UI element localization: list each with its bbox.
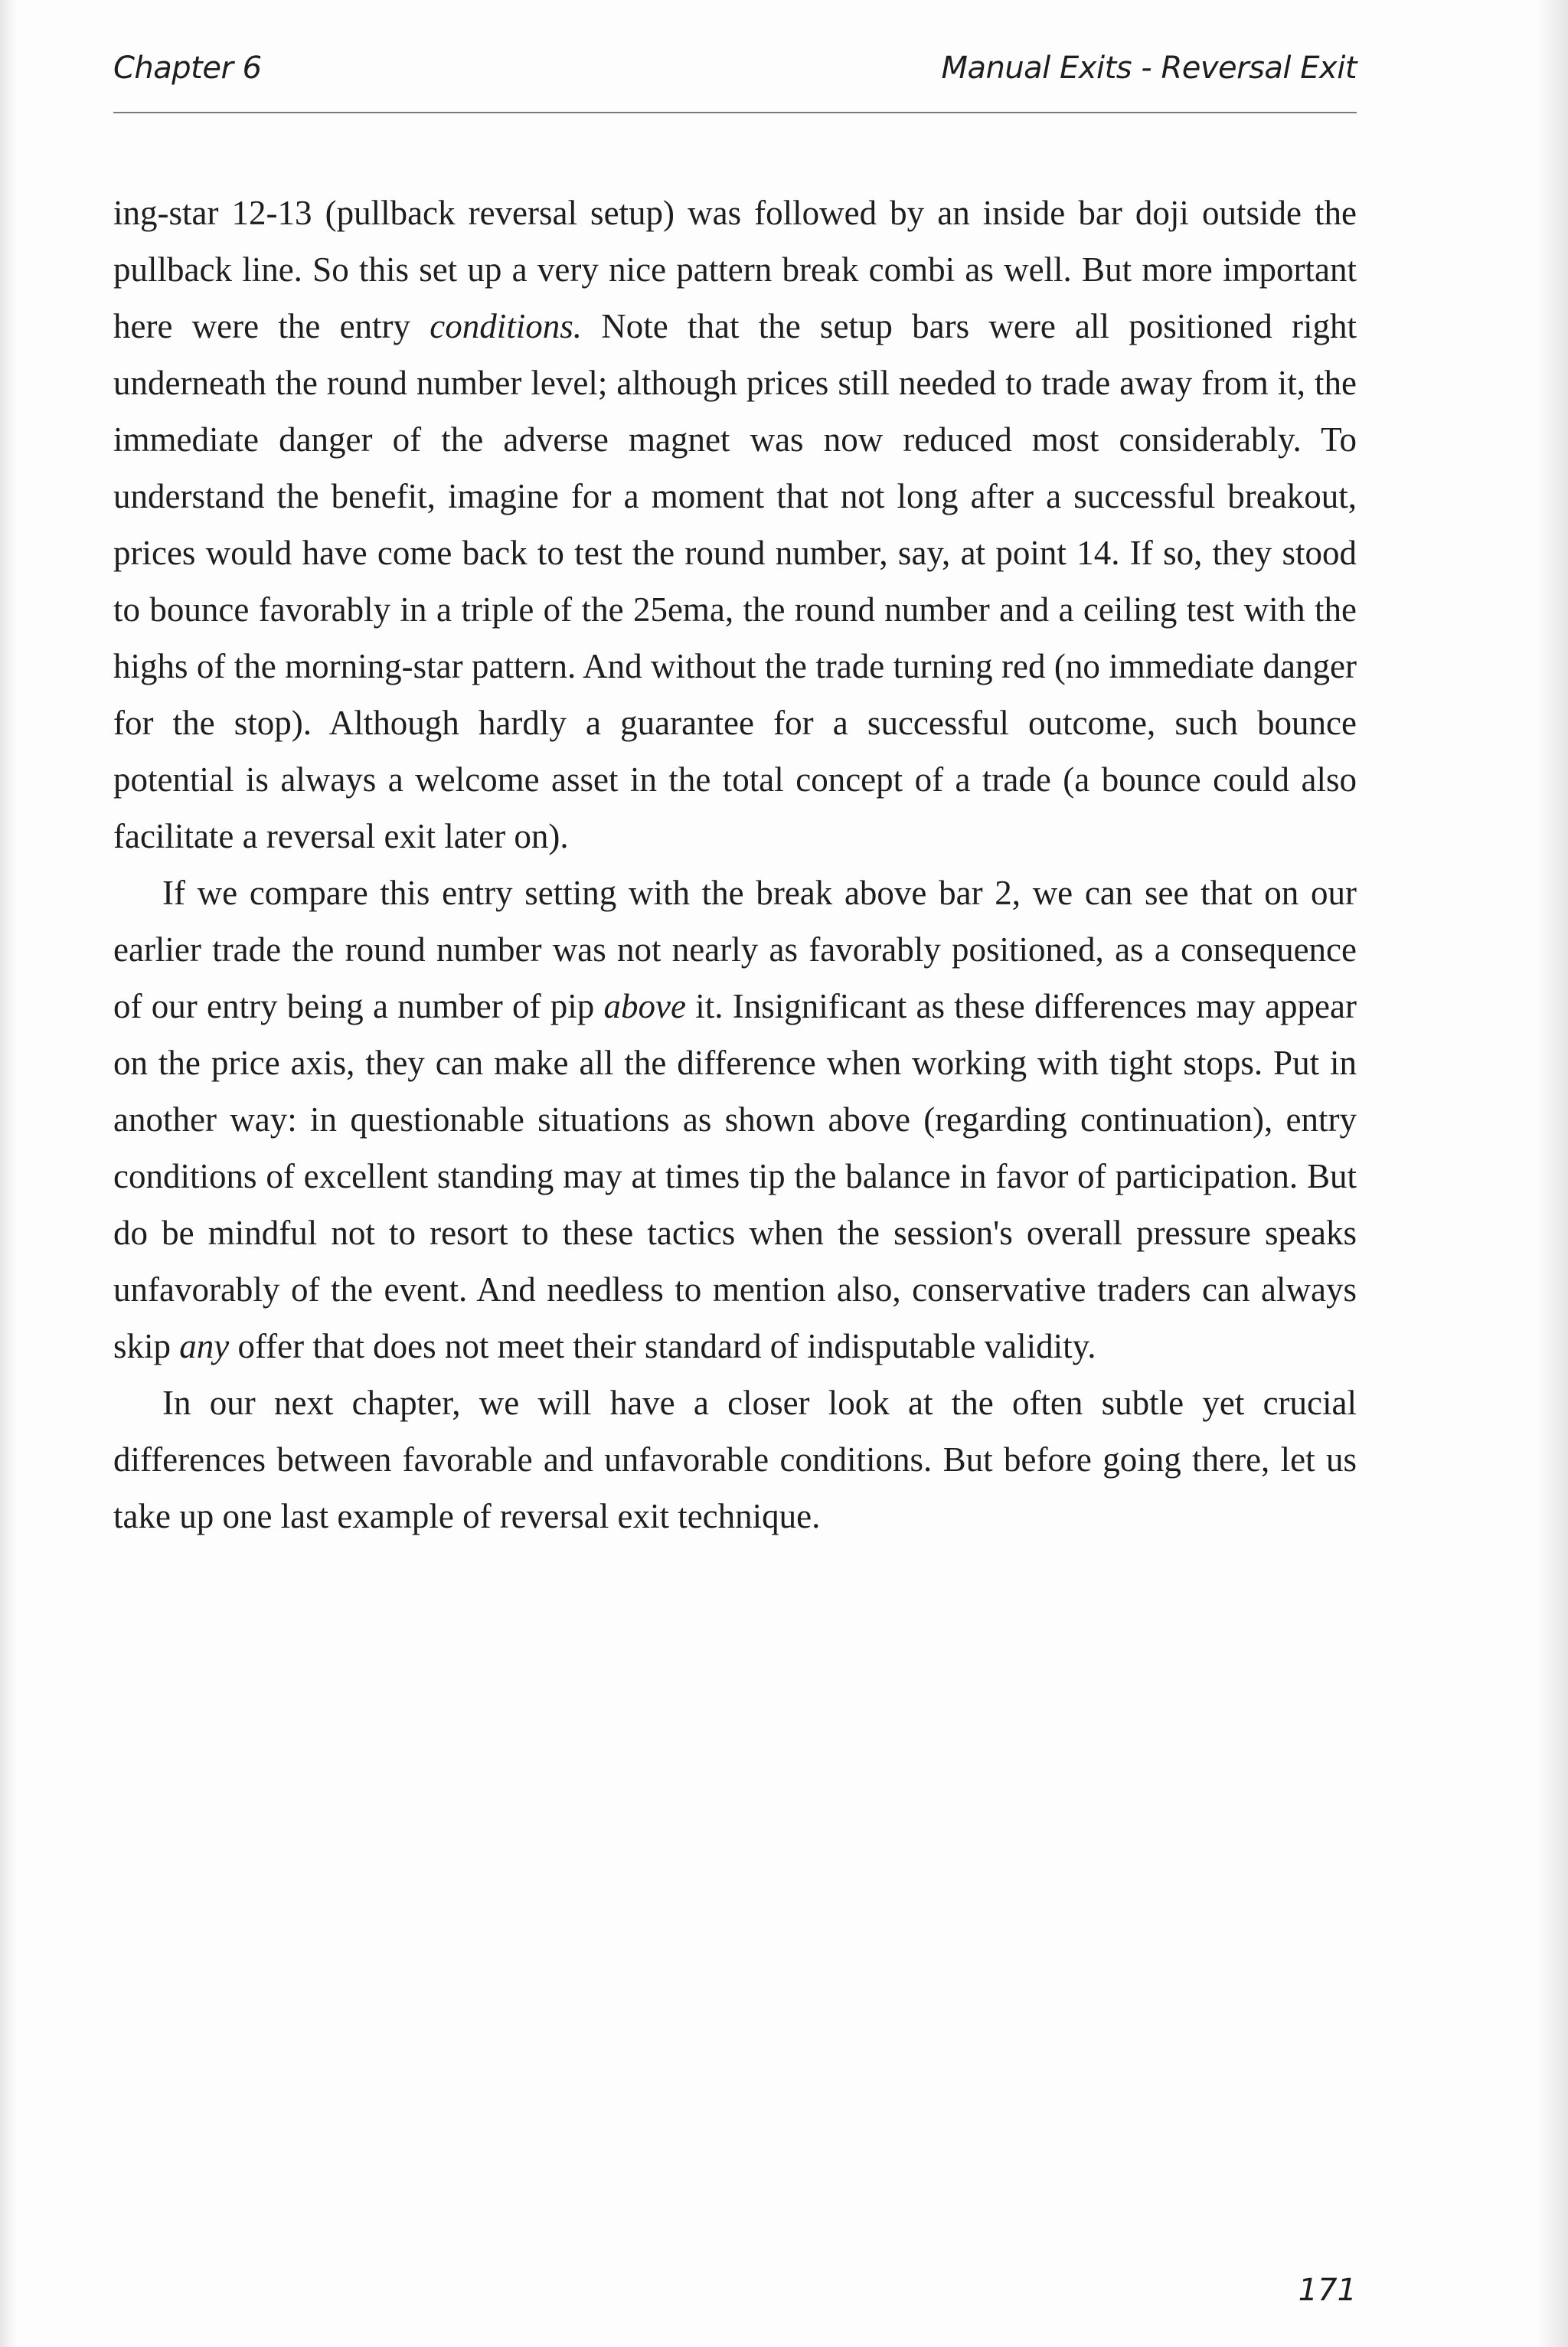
paragraph-2-text-2: it. Insignificant as these differences may appear on the price axis, they can make all the difference when working with tight stops. Put in another way: in questionable situations as shown above (regarding continuation), entry conditions of excellent standing may at times tip the balance in favor of participation. But do be mindful not to resort to these tactics when the session's overall pressure speaks unfavorably of the event. And needless to mention also, conservative traders can always skip [113,987,1357,1365]
paragraph-2-text-1: If we compare this entry setting with the break above bar 2, we can see that on our earlier trade the round number was not nearly as favorably positioned, as a consequence of our entry being a number of pip [113,874,1357,1025]
page-edge-shadow-left [0,0,17,2347]
page-edge-shadow-right [1537,0,1568,2347]
paragraph-1 [113,185,1357,865]
paragraph-2-emphasis-above: above [603,987,686,1025]
page-number: 171 [1298,2273,1357,2308]
paragraph-1-text-1: ing-star 12-13 (pullback reversal setup) was followed by an inside bar doji outside the pullback line. So this set up a very nice pattern break combi as well. But more important here were the entry [113,194,1357,345]
paragraph-1-emphasis-conditions: conditions. [430,307,583,345]
paragraph-3 [113,1375,1357,1545]
paragraph-2 [113,865,1357,1375]
header-divider-rule [113,112,1357,113]
running-header [113,51,1357,100]
header-chapter-title: Chapter 6 [113,51,262,86]
paragraph-1-text-2: Note that the setup bars were all positioned right underneath the round number level; although prices still needed to trade away from it, the immediate danger of the adverse magnet was now reduced most considerably. To understand the benefit, imagine for a moment that not long after a successful breakout, prices would have come back to test the round number, say, at point 14. If so, they stood to bounce favorably in a triple of the 25ema, the round number and a ceiling test with the highs of the morning-star pattern. And without the trade turning red (no immediate danger for the stop). Although hardly a guarantee for a successful outcome, such bounce potential is always a welcome asset in the total concept of a trade (a bounce could also facilitate a reversal exit later on). [113,307,1357,855]
paragraph-2-emphasis-any: any [179,1327,230,1365]
body-text [113,185,1357,1545]
paragraph-3-text-1: In our next chapter, we will have a closer look at the often subtle yet crucial differences between favorable and unfavorable conditions. But before going there, let us take up one last example of reversal exit technique. [113,1384,1357,1535]
paragraph-2-text-3: offer that does not meet their standard of indisputable validity. [229,1327,1096,1365]
header-section-title: Manual Exits - Reversal Exit [941,51,1357,86]
